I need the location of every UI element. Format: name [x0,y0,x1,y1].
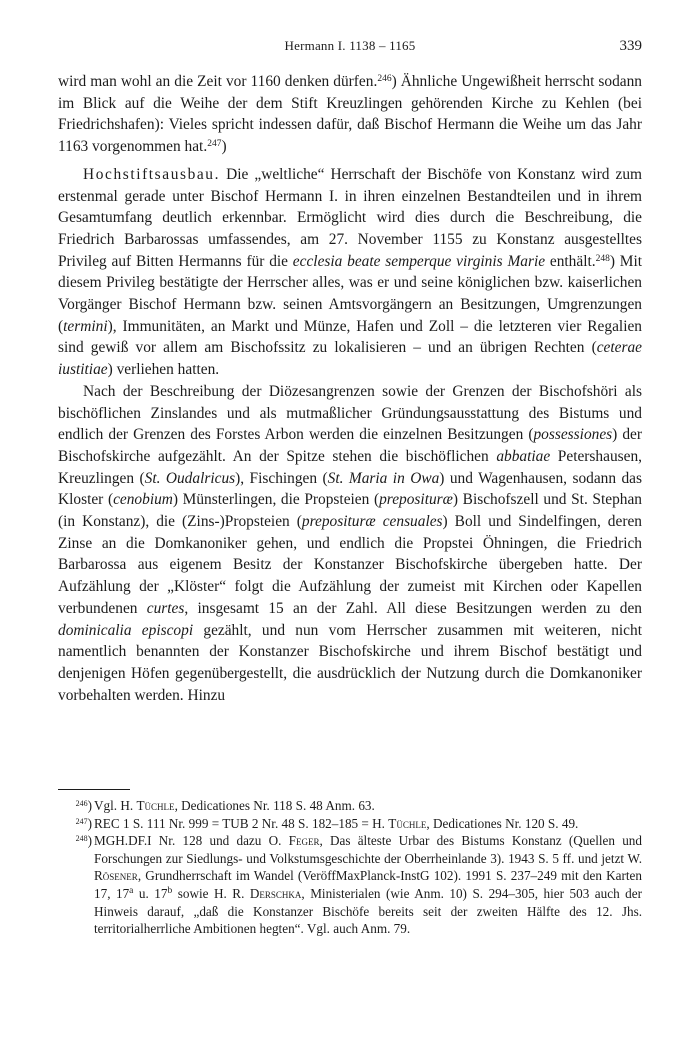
text-run: Nach der Beschreibung der Diözesangrenzen sowie der Grenzen der Bischofshöri als bischöflichen Zinslandes und als mutmaßlicher Gründungsausstattung des Bistums und endlich der Grenzen des Forstes Arbon werden die einzelnen Besitzungen ( [58,382,642,444]
main-text [58,71,642,706]
text-run: ) [221,138,227,156]
footnote-246 [58,797,642,815]
text-run: Petershausen, Kreuzlingen ( [58,447,643,487]
text-run: ), Fischingen ( [235,469,328,487]
latin-term: possessiones [533,426,613,444]
text-run: ) Bischofszell und St. Stephan (in Konstanz), die (Zins-)Propsteien ( [58,491,643,531]
text-run: u. 17 [133,885,168,901]
paragraph-2 [58,164,642,381]
text-run: sowie H. R. [172,885,250,901]
paragraph-3 [58,381,642,707]
text-run: REC 1 S. 111 Nr. 999 = TUB 2 Nr. 48 S. 182–185 = H. [94,815,389,831]
paragraph-1 [58,71,642,158]
text-run: ) Boll und Sindelfingen, deren Zinse an die Domkanoniker gehen, und endlich die Propstei Öhningen, die Friedrich Barbarossa aus eigenem Besitz der Konstanzer Bischofskirche übergeben hatte. Der Aufzählung der „Klöster“ folgt die Aufzählung der zumeist mit Kirchen oder Kapellen verbundenen [58,513,642,617]
footnote-247 [58,815,642,833]
footnote-number: $^{248}$) [75,833,92,849]
latin-term: termini [63,317,108,335]
text-run: Vgl. H. [94,798,137,813]
footnote-ref-246: 246 [377,74,392,84]
latin-term: dominicalia episcopi [58,621,194,639]
latin-term: St. Oudalricus [144,469,236,487]
text-run: , Ministerialen (wie Anm. 10) S. 294–305, hier 503 auch der Hinweis darauf, „daß die Konstanzer Bischöfe bereits seit der zweiten Hälfte des 12. Jhs. territorialherrliche Ambitionen hegten“. Vgl. auch Anm. 79. [94,885,643,937]
text-run: ) und Wagenhausen, sodann das Kloster ( [58,469,642,509]
latin-term: curtes [146,599,185,617]
footnote-separator [58,789,130,790]
latin-term: St. Maria in Owa [327,469,440,487]
text-run: ) Ähnliche Ungewißheit herrscht sodann im Blick auf die Weihe der dem Stift Kreuzlingen gehörenden Kirche zu Kehlen (bei Friedrichshafen): Vieles spricht indessen dafür, daß Bischof Hermann die Weihe um das Jahr 1163 vorgenommen hat. [58,73,643,156]
latin-term: ecclesia beate semperque virginis Marie [292,252,546,270]
footnote-ref-248: 248 [595,253,610,264]
footnote-248 [58,832,642,938]
text-run: enthält. [545,252,596,270]
text-run: , Grundherrschaft im Wandel (VeröffMaxPlanck-InstG 102). 1991 S. 237–249 mit den Karten 17, 17 [94,868,642,901]
latin-term: ceterae iustitiae [58,339,642,379]
latin-term: preposituræ censuales [301,513,443,531]
footnotes [58,797,642,938]
latin-term: abbatiae [496,447,551,465]
text-run: ), Immunitäten, an Markt und Münze, Hafen und Zoll – die letzteren vier Regalien sind gewiß vor allem am Bischofssitz zu lokalisieren – und an übrigen Rechten ( [58,317,642,357]
author-name: Rösener [94,868,138,884]
author-name: Tüchle [136,798,175,813]
latin-term: preposituræ [379,491,453,509]
author-name: Derschka [249,885,302,901]
text-run: , Das älteste Urbar des Bistums Konstanz (Quellen und Forschungen zur Siedlungs- und Volkstumsgeschichte der Oberrheinlande 3). 1943 S. 5 ff. und jetzt W. [94,833,642,866]
superscript: a [129,885,134,896]
page-number: 339 [619,38,642,54]
text-run: ) der Bischofskirche aufgezählt. An der Spitze stehen die bischöflichen [58,426,643,465]
text-run: , Dedicationes Nr. 120 S. 49. [426,815,579,831]
author-name: Feger [288,833,320,849]
page-header [58,38,642,60]
author-name: Tüchle [388,815,427,831]
text-run: ) Münsterlingen, die Propsteien ( [172,491,380,509]
footnote-ref-247: 247 [207,139,222,150]
section-heading: Hochstiftsausbau. [83,165,221,183]
text-run: Die „weltliche“ Herrschaft der Bischöfe von Konstanz wird zum erstenmal gerade unter Bischof Hermann I. in ihren einzelnen Bestandteilen und in ihrem Gesamtumfang deutlich erkennbar. Ermöglicht wird dies durch die Beschreibung, die Friedrich Barbarossas umfassendes, am 27. November 1155 zu Konstanz ausgestelltes Privileg auf Bitten Hermanns für die [58,165,642,270]
text-run: , Dedicationes Nr. 118 S. 48 Anm. 63. [174,798,375,813]
text-run: gezählt, und nun vom Herrscher zusammen mit weiteren, nicht namentlich benannten der Konstanzer Bischofskirche und ihrem Bischof bestätigt und denjenigen Höfen gegenübergestellt, die ausdrücklich der Nutzung durch die Domkanoniker vorbehalten werden. Hinzu [58,621,642,704]
latin-term: cenobium [113,491,173,509]
text-run: ) verliehen hatten. [107,361,220,379]
text-run: MGH.DF.I Nr. 128 und dazu O. [94,833,289,849]
running-head: Hermann I. 1138 – 1165 [284,38,416,53]
footnote-number: $^{247}$) [75,815,92,831]
text-run: , insgesamt 15 an der Zahl. All diese Besitzungen werden zu den [184,599,642,617]
superscript: b [167,885,173,896]
footnote-number: $^{246}$) [75,798,92,813]
text-run: wird man wohl an die Zeit vor 1160 denken dürfen. [58,73,378,90]
text-run: ) Mit diesem Privileg bestätigte der Herrscher alles, was er und seine königlichen bzw. kaiserlichen Vorgänger Bischof Hermann bzw. seinen Amtsvorgängern an Besitzungen, Umgrenzungen ( [58,252,643,335]
